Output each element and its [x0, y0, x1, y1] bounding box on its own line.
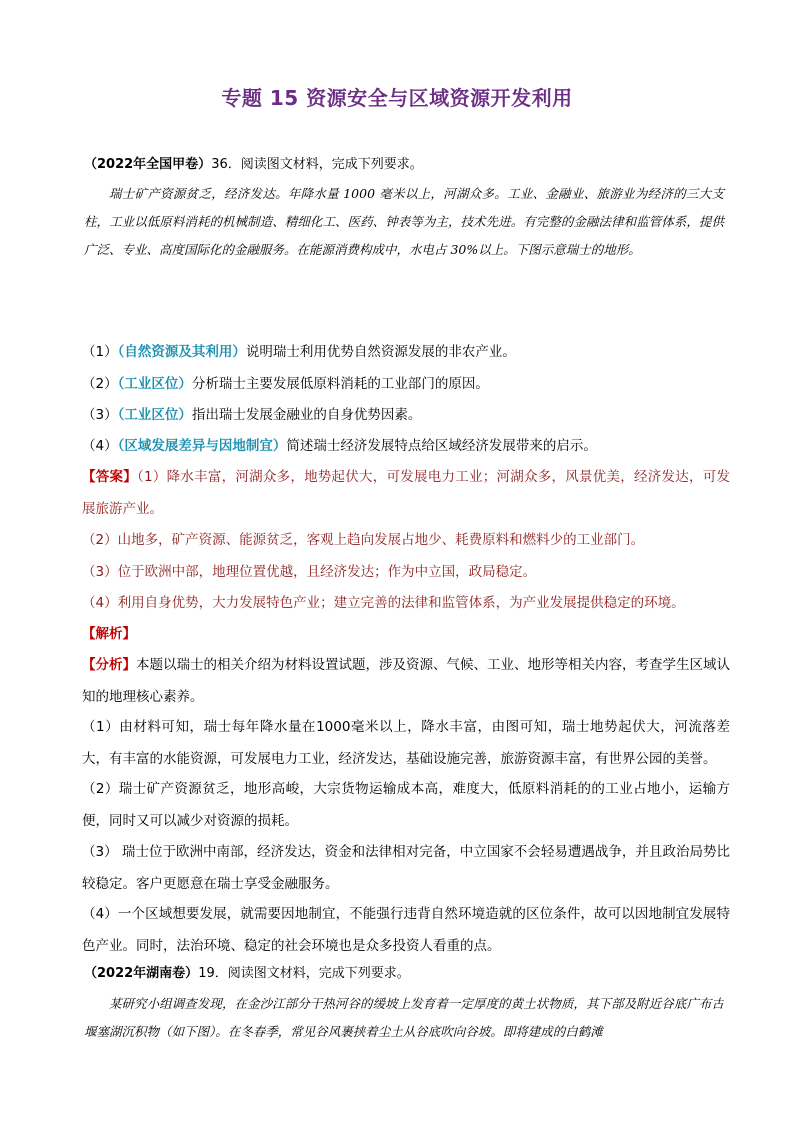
- answer-2: （2）山地多，矿产资源、能源贫乏，客观上趋向发展占地少、耗费原料和燃料少的工业部门。: [82, 532, 645, 548]
- analysis-2: （2）瑞士矿产资源贫乏，地形高峻，大宗货物运输成本高，难度大，低原料消耗的的工业占地小，运输方便，同时又可以减少对资源的损耗。: [82, 781, 730, 829]
- page-title: 专题 15 资源安全与区域资源开发利用: [221, 86, 573, 110]
- question-1-intro: 36．阅读图文材料，完成下列要求。: [211, 157, 423, 172]
- answer-label: 【答案】: [82, 469, 137, 485]
- answer-3: （3）位于欧洲中部，地理位置优越，且经济发达；作为中立国，政局稳定。: [82, 564, 537, 580]
- sub-number: （4）: [82, 438, 118, 454]
- answer-text: （1）降水丰富，河湖众多，地势起伏大，可发展电力工业；河湖众多，风景优美，经济发达，可发展旅游产业。: [82, 469, 731, 517]
- question-2-intro: 19．阅读图文材料，完成下列要求。: [198, 966, 410, 981]
- analysis-label: 【解析】: [82, 626, 136, 642]
- analysis-4: （4）一个区域想要发展，就需要因地制宜，不能强行违背自然环境造就的区位条件，故可以因地制宜发展特色产业。同时，法治环境、稳定的社会环境也是众多投资人看重的点。: [82, 906, 730, 954]
- question-1-sub-4: [82, 430, 730, 462]
- fenxi-text: 本题以瑞士的相关介绍为材料设置试题，涉及资源、气候、工业、地形等相关内容，考查学生区域认知的地理核心素养。: [82, 657, 730, 705]
- question-2-material: 某研究小组调查发现，在金沙江部分干热河谷的缓坡上发育着一定厚度的黄土状物质，其下部及附近谷底广布古堰塞湖沉积物（如下图）。在冬春季，常见谷风裹挟着尘土从谷底吹向谷坡。即将建成的白鹤滩: [84, 996, 724, 1039]
- answer-1: [82, 461, 730, 525]
- question-1-header: [84, 155, 724, 175]
- question-2-header: [84, 964, 724, 984]
- fenxi-label: 【分析】: [82, 657, 136, 673]
- question-2-source: （2022年湖南卷）: [84, 966, 199, 981]
- sub-text: 简述瑞士经济发展特点给区域经济发展带来的启示。: [286, 438, 597, 454]
- analysis-1: （1）由材料可知，瑞士每年降水量在1000毫米以上，降水丰富，由图可知，瑞士地势起伏大，河流落差大，有丰富的水能资源，可发展电力工业，经济发达，基础设施完善，旅游资源丰富，有世界公园的美誉。: [82, 719, 730, 767]
- sub-number: （1）: [82, 344, 118, 360]
- question-1-sub-3: [82, 399, 730, 431]
- answer-4: （4）利用自身优势，大力发展特色产业；建立完善的法律和监管体系，为产业发展提供稳定的环境。: [82, 595, 685, 611]
- sub-number: （2）: [82, 376, 118, 392]
- question-1-material: 瑞士矿产资源贫乏，经济发达。年降水量 1000 毫米以上，河湖众多。工业、金融业、旅游业为经济的三大支柱，工业以低原料消耗的机械制造、精细化工、医药、钟表等为主，技术先进。有完整的金融法律和监管体系，提供广泛、专业、高度国际化的金融服务。在能源消费构成中，水电占 30%以上。下图示意瑞士的地形。: [84, 186, 724, 257]
- knowledge-tag: （工业区位）: [117, 407, 192, 423]
- question-1-sub-2: [82, 368, 730, 400]
- knowledge-tag: （自然资源及其利用）: [117, 344, 246, 360]
- sub-text: 说明瑞士利用优势自然资源发展的非农产业。: [245, 344, 516, 360]
- fenxi-paragraph: [82, 649, 730, 713]
- knowledge-tag: （工业区位）: [117, 376, 192, 392]
- knowledge-tag: （区域发展差异与因地制宜）: [117, 438, 287, 454]
- analysis-3: （3） 瑞士位于欧洲中南部，经济发达，资金和法律相对完备，中立国家不会轻易遭遇战争，并且政治局势比较稳定。客户更愿意在瑞士享受金融服务。: [82, 844, 730, 892]
- sub-number: （3）: [82, 407, 118, 423]
- question-1-sub-1: [82, 336, 730, 368]
- sub-text: 指出瑞士发展金融业的自身优势因素。: [191, 407, 422, 423]
- question-1-source: （2022年全国甲卷）: [84, 157, 212, 172]
- sub-text: 分析瑞士主要发展低原料消耗的工业部门的原因。: [191, 376, 489, 392]
